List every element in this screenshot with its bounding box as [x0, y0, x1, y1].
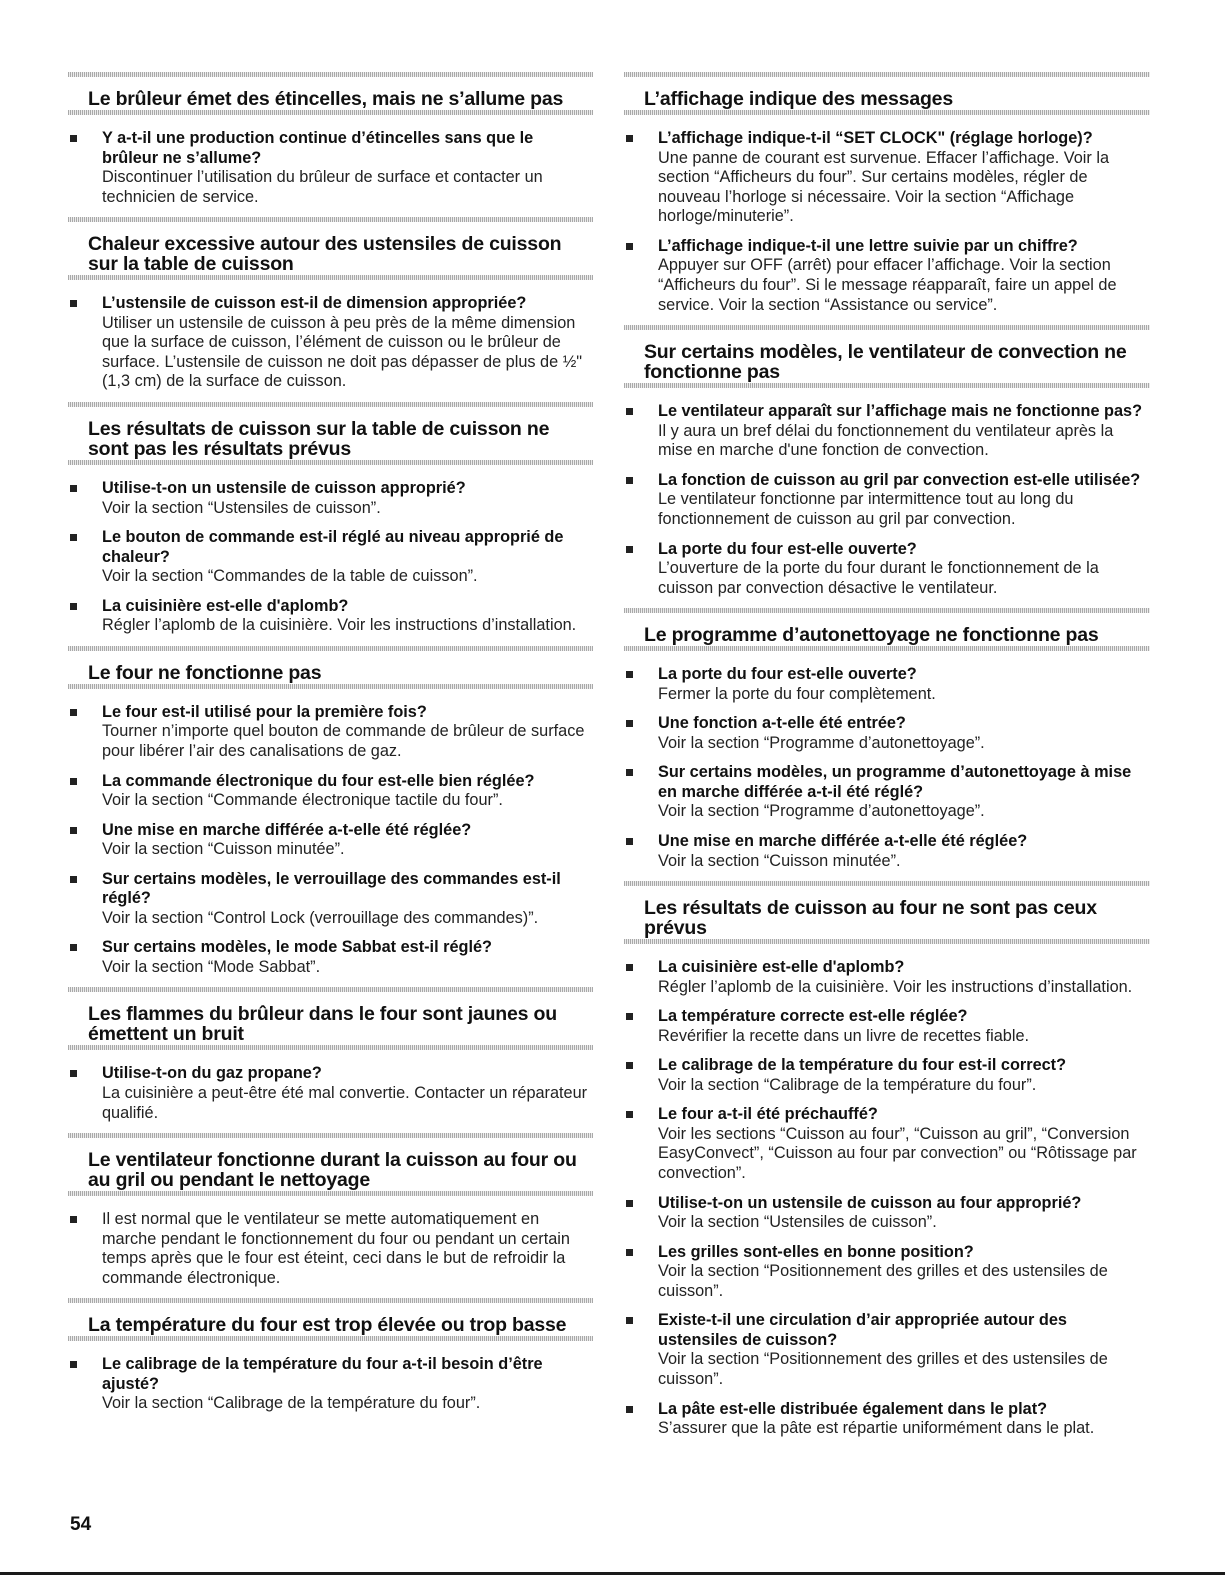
- answer-text: Une panne de courant est survenue. Effacer l’affichage. Voir la section “Afficheurs du four”. Sur certains modèles, régler de nouveau l’horloge si nécessaire. Voir la section “Affichage horloge/minuterie”.: [658, 148, 1110, 226]
- question-item: [624, 832, 1150, 871]
- square-bullet-icon: [626, 838, 633, 845]
- question-item: [624, 129, 1150, 227]
- square-bullet-icon: [626, 1249, 633, 1256]
- question-item: [624, 1400, 1150, 1439]
- square-bullet-icon: [626, 477, 633, 484]
- answer-text: Voir la section “Programme d’autonettoyage”.: [658, 802, 985, 821]
- answer-text: Il y aura un bref délai du fonctionnement du ventilateur après la mise en marche d'une fonction de convection.: [658, 421, 1114, 460]
- square-bullet-icon: [70, 944, 77, 951]
- question-text: Existe-t-il une circulation d’air appropriée autour des ustensiles de cuisson?: [658, 1311, 1067, 1349]
- question-text: Le bouton de commande est-il réglé au niveau approprié de chaleur?: [102, 528, 564, 566]
- question-item: [68, 597, 593, 636]
- square-bullet-icon: [70, 135, 77, 142]
- troubleshooting-section: [68, 72, 593, 207]
- section-bottom-rule: [68, 684, 593, 689]
- question-item: [68, 479, 593, 518]
- section-bottom-rule: [68, 275, 593, 280]
- answer-text: Utiliser un ustensile de cuisson à peu près de la même dimension que la surface de cuisson, l’élément de cuisson ou le brûleur de surface. L’ustensile de cuisson ne doit pas dépasser de plus de ½" (1,3 cm) de la surface de cuisson.: [102, 313, 583, 391]
- troubleshooting-section: [68, 402, 593, 636]
- question-text: Le calibrage de la température du four a-t-il besoin d’être ajusté?: [102, 1355, 543, 1393]
- troubleshooting-section: [624, 881, 1150, 1439]
- bottom-rule: [0, 1572, 1225, 1575]
- question-item: [68, 821, 593, 860]
- section-title: Les résultats de cuisson au four ne sont pas ceux prévus: [644, 897, 1097, 940]
- answer-text: Voir la section “Positionnement des grilles et des ustensiles de cuisson”.: [658, 1262, 1108, 1300]
- square-bullet-icon: [626, 1317, 633, 1324]
- troubleshooting-section: [624, 325, 1150, 598]
- question-text: Une mise en marche différée a-t-elle été réglée?: [102, 820, 472, 839]
- question-text: La porte du four est-elle ouverte?: [658, 665, 917, 684]
- square-bullet-icon: [70, 778, 77, 785]
- square-bullet-icon: [70, 1361, 77, 1368]
- section-title: Sur certains modèles, le ventilateur de convection ne fonctionne pas: [644, 341, 1127, 384]
- question-item: [68, 1355, 593, 1414]
- square-bullet-icon: [70, 827, 77, 834]
- question-text: Sur certains modèles, le verrouillage des commandes est-il réglé?: [102, 869, 561, 908]
- answer-text: Régler l’aplomb de la cuisinière. Voir les instructions d’installation.: [102, 616, 577, 635]
- answer-text: Fermer la porte du four complètement.: [658, 684, 936, 703]
- question-list: [624, 402, 1150, 598]
- question-text: La commande électronique du four est-elle bien réglée?: [102, 771, 535, 790]
- question-item: [68, 1210, 593, 1288]
- answer-text: L’ouverture de la porte du four durant le fonctionnement de la cuisson par convection désactive le ventilateur.: [658, 559, 1099, 597]
- square-bullet-icon: [626, 1062, 633, 1069]
- question-text: L’affichage indique-t-il une lettre suivie par un chiffre?: [658, 236, 1078, 255]
- question-item: [624, 402, 1150, 461]
- question-list: [68, 1064, 593, 1123]
- answer-text: Voir la section “Cuisson minutée”.: [658, 851, 901, 870]
- question-item: [624, 763, 1150, 822]
- square-bullet-icon: [70, 709, 77, 716]
- section-title: La température du four est trop élevée ou trop basse: [88, 1314, 567, 1337]
- section-title: Le programme d’autonettoyage ne fonctionne pas: [644, 624, 1099, 647]
- square-bullet-icon: [70, 485, 77, 492]
- question-text: Le four a-t-il été préchauffé?: [658, 1105, 878, 1124]
- answer-text: Discontinuer l’utilisation du brûleur de surface et contacter un technicien de service.: [102, 168, 543, 206]
- square-bullet-icon: [70, 1070, 77, 1077]
- right-column: [624, 72, 1150, 1449]
- square-bullet-icon: [626, 720, 633, 727]
- troubleshooting-section: [68, 1298, 593, 1414]
- section-title: Le four ne fonctionne pas: [88, 661, 322, 684]
- section-title: Le brûleur émet des étincelles, mais ne s’allume pas: [88, 88, 564, 110]
- square-bullet-icon: [70, 876, 77, 883]
- square-bullet-icon: [626, 135, 633, 142]
- section-bottom-rule: [68, 1045, 593, 1050]
- question-text: Sur certains modèles, le mode Sabbat est-il réglé?: [102, 938, 492, 957]
- troubleshooting-section: [68, 646, 593, 978]
- question-item: [68, 938, 593, 977]
- answer-text: Voir la section “Control Lock (verrouillage des commandes)”.: [102, 908, 539, 927]
- answer-text: Voir les sections “Cuisson au four”, “Cuisson au gril”, “Conversion EasyConvect”, “Cuisson au four par convection” ou “Rôtissage par convection”.: [658, 1124, 1137, 1183]
- question-list: [68, 703, 593, 978]
- answer-text: Il est normal que le ventilateur se mette automatiquement en marche pendant le fonctionnement du four ou pendant un certain temps après que le four est éteint, ceci dans le but de refroidir la commande électronique.: [102, 1210, 570, 1287]
- question-text: Sur certains modèles, un programme d’autonettoyage à mise en marche différée a-t-il été réglé?: [658, 763, 1132, 801]
- question-item: [68, 772, 593, 811]
- answer-text: La cuisinière a peut-être été mal convertie. Contacter un réparateur qualifié.: [102, 1083, 588, 1122]
- question-list: [68, 294, 593, 392]
- answer-text: Tourner n’importe quel bouton de commande de brûleur de surface pour libérer l’air des canalisations de gaz.: [102, 722, 585, 760]
- answer-text: Voir la section “Positionnement des grilles et des ustensiles de cuisson”.: [658, 1350, 1108, 1389]
- question-text: L’affichage indique-t-il “SET CLOCK" (réglage horloge)?: [658, 129, 1093, 147]
- square-bullet-icon: [626, 769, 633, 776]
- question-text: La fonction de cuisson au gril par convection est-elle utilisée?: [658, 470, 1141, 489]
- square-bullet-icon: [626, 1111, 633, 1118]
- square-bullet-icon: [626, 671, 633, 678]
- answer-text: Le ventilateur fonctionne par intermittence tout au long du fonctionnement de cuisson au gril par convection.: [658, 490, 1074, 528]
- square-bullet-icon: [70, 603, 77, 610]
- section-title: Le ventilateur fonctionne durant la cuisson au four ou au gril ou pendant le nettoyage: [88, 1149, 577, 1192]
- square-bullet-icon: [626, 1200, 633, 1207]
- question-list: [68, 479, 593, 636]
- question-item: [68, 870, 593, 929]
- square-bullet-icon: [70, 300, 77, 307]
- question-text: Utilise-t-on un ustensile de cuisson au four approprié?: [658, 1193, 1082, 1212]
- question-list: [624, 958, 1150, 1439]
- answer-text: Régler l’aplomb de la cuisinière. Voir les instructions d’installation.: [658, 977, 1133, 996]
- troubleshooting-section: [68, 987, 593, 1123]
- section-title: L’affichage indique des messages: [644, 88, 953, 110]
- question-list: [68, 129, 593, 207]
- section-bottom-rule: [624, 646, 1150, 651]
- question-text: La température correcte est-elle réglée?: [658, 1007, 968, 1026]
- section-title: Les résultats de cuisson sur la table de cuisson ne sont pas les résultats prévus: [88, 418, 550, 461]
- question-text: Les grilles sont-elles en bonne position?: [658, 1242, 974, 1261]
- question-text: La porte du four est-elle ouverte?: [658, 539, 917, 558]
- question-text: L’ustensile de cuisson est-il de dimension appropriée?: [102, 294, 527, 313]
- section-bottom-rule: [68, 1191, 593, 1196]
- question-item: [624, 471, 1150, 530]
- question-item: [68, 294, 593, 392]
- question-item: [624, 1105, 1150, 1183]
- question-text: Le ventilateur apparaît sur l’affichage mais ne fonctionne pas?: [658, 402, 1143, 421]
- square-bullet-icon: [626, 243, 633, 250]
- question-text: Le four est-il utilisé pour la première fois?: [102, 702, 427, 721]
- answer-text: Voir la section “Calibrage de la température du four”.: [658, 1075, 1037, 1094]
- answer-text: Voir la section “Commande électronique tactile du four”.: [102, 791, 503, 810]
- question-item: [624, 540, 1150, 599]
- section-bottom-rule: [624, 110, 1150, 115]
- question-item: [624, 1311, 1150, 1389]
- section-title: Les flammes du brûleur dans le four sont jaunes ou émettent un bruit: [88, 1003, 557, 1046]
- answer-text: S’assurer que la pâte est répartie uniformément dans le plat.: [658, 1419, 1095, 1438]
- answer-text: Voir la section “Calibrage de la température du four”.: [102, 1394, 481, 1413]
- section-title: Chaleur excessive autour des ustensiles de cuisson sur la table de cuisson: [88, 233, 562, 276]
- square-bullet-icon: [626, 408, 633, 415]
- troubleshooting-section: [68, 217, 593, 392]
- troubleshooting-section: [624, 608, 1150, 871]
- answer-text: Revérifier la recette dans un livre de recettes fiable.: [658, 1026, 1030, 1045]
- square-bullet-icon: [626, 1406, 633, 1413]
- question-item: [624, 714, 1150, 753]
- left-column: [68, 72, 593, 1424]
- page-number: 54: [70, 1514, 92, 1535]
- question-item: [624, 237, 1150, 315]
- section-bottom-rule: [68, 1336, 593, 1341]
- question-item: [624, 1007, 1150, 1046]
- answer-text: Voir la section “Programme d’autonettoyage”.: [658, 733, 985, 752]
- answer-text: Voir la section “Ustensiles de cuisson”.: [102, 498, 381, 517]
- question-text: Utilise-t-on un ustensile de cuisson approprié?: [102, 479, 466, 498]
- section-bottom-rule: [624, 939, 1150, 944]
- question-item: [624, 1194, 1150, 1233]
- question-text: Le calibrage de la température du four est-il correct?: [658, 1056, 1067, 1075]
- section-bottom-rule: [624, 383, 1150, 388]
- troubleshooting-section: [624, 72, 1150, 315]
- square-bullet-icon: [70, 534, 77, 541]
- square-bullet-icon: [70, 1216, 77, 1223]
- section-bottom-rule: [68, 460, 593, 465]
- square-bullet-icon: [626, 1013, 633, 1020]
- square-bullet-icon: [626, 964, 633, 971]
- answer-text: Voir la section “Mode Sabbat”.: [102, 957, 321, 976]
- square-bullet-icon: [626, 546, 633, 553]
- question-text: La cuisinière est-elle d'aplomb?: [102, 596, 349, 615]
- answer-text: Voir la section “Commandes de la table de cuisson”.: [102, 567, 478, 586]
- question-text: Une fonction a-t-elle été entrée?: [658, 714, 906, 733]
- answer-text: Appuyer sur OFF (arrêt) pour effacer l’affichage. Voir la section “Afficheurs du four”. Si le message réapparaît, faire un appel de service. Voir la section “Assistance ou service”.: [658, 256, 1117, 314]
- question-text: La cuisinière est-elle d'aplomb?: [658, 958, 905, 977]
- question-text: Y a-t-il une production continue d’étincelles sans que le brûleur ne s’allume?: [102, 129, 534, 167]
- answer-text: Voir la section “Cuisson minutée”.: [102, 840, 345, 859]
- question-item: [624, 1243, 1150, 1302]
- question-list: [68, 1210, 593, 1288]
- question-item: [624, 665, 1150, 704]
- question-item: [624, 958, 1150, 997]
- question-list: [624, 665, 1150, 871]
- question-text: Utilise-t-on du gaz propane?: [102, 1064, 322, 1083]
- answer-text: Voir la section “Ustensiles de cuisson”.: [658, 1213, 937, 1232]
- question-item: [68, 703, 593, 762]
- question-text: Une mise en marche différée a-t-elle été réglée?: [658, 832, 1028, 850]
- question-list: [624, 129, 1150, 315]
- troubleshooting-section: [68, 1133, 593, 1288]
- question-text: La pâte est-elle distribuée également dans le plat?: [658, 1399, 1048, 1418]
- question-item: [68, 1064, 593, 1123]
- question-item: [624, 1056, 1150, 1095]
- question-item: [68, 129, 593, 207]
- question-item: [68, 528, 593, 587]
- question-list: [68, 1355, 593, 1414]
- section-bottom-rule: [68, 110, 593, 115]
